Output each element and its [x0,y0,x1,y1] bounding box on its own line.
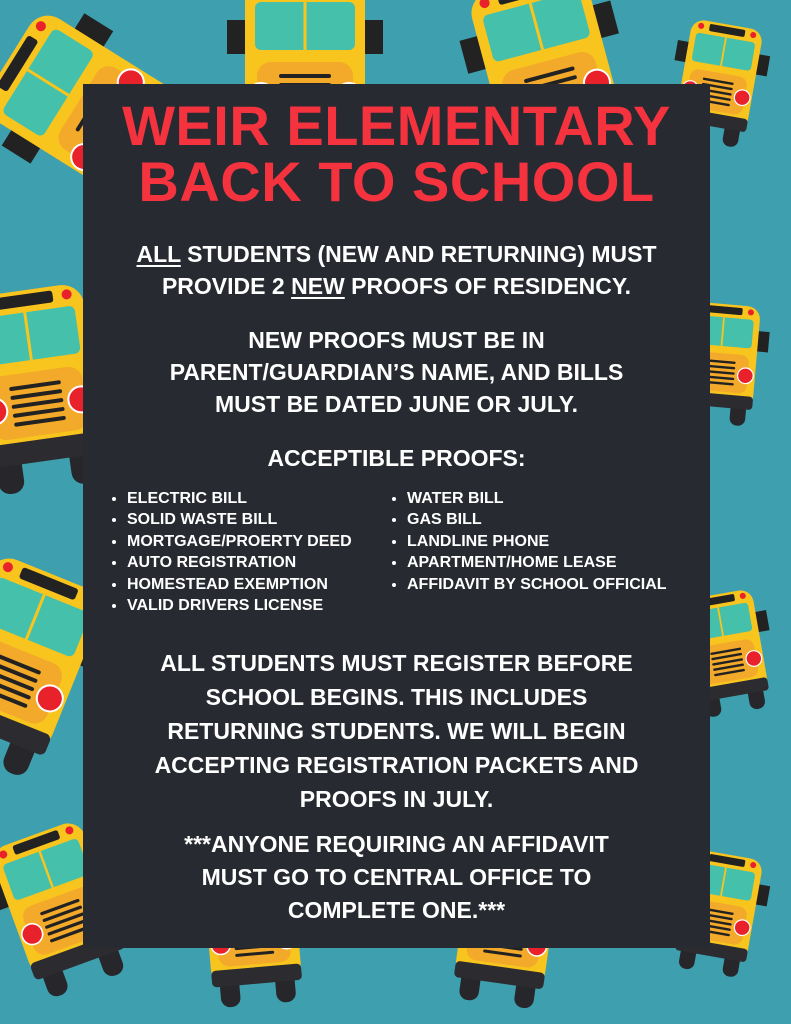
text: COMPLETE ONE.*** [287,897,506,924]
list-item: • ELECTRIC BILL [127,488,387,509]
proofs-list-2 [387,488,667,616]
registration-notice [83,646,710,816]
text: ALL STUDENTS MUST REGISTER BEFORE [160,650,633,677]
list-item: • AUTO REGISTRATION [127,552,387,573]
residency-requirement [83,238,710,302]
list-item: • HOMESTEAD EXEMPTION [127,574,387,595]
proofs-lists [107,488,710,616]
title-line: BACK TO SCHOOL [138,150,655,213]
text: RETURNING STUDENTS. WE WILL BEGIN [167,718,626,745]
list-item: • VALID DRIVERS LICENSE [127,595,387,616]
text: PROVIDE 2 [161,273,292,299]
text: PARENT/GUARDIAN’S NAME, AND BILLS [169,359,624,385]
text: ACCEPTING REGISTRATION PACKETS AND [154,752,639,779]
flyer-panel [83,84,710,948]
proof-requirements [83,324,710,420]
text: SCHOOL BEGINS. THIS INCLUDES [205,684,588,711]
proofs-heading: ACCEPTIBLE PROOFS: [267,445,526,471]
list-item: • LANDLINE PHONE [407,531,667,552]
list-item: • SOLID WASTE BILL [127,509,387,530]
text: NEW PROOFS MUST BE IN [248,327,545,353]
list-item: • AFFIDAVIT BY SCHOOL OFFICIAL [407,574,667,595]
emphasis-new: NEW [291,273,345,299]
text: PROOFS IN JULY. [299,786,494,813]
text: ***ANYONE REQUIRING AN AFFIDAVIT [184,831,609,858]
emphasis-all: ALL [136,241,181,267]
list-item: • GAS BILL [407,509,667,530]
affidavit-notice [83,828,710,927]
text: MUST BE DATED JUNE OR JULY. [215,391,578,417]
text: MUST GO TO CENTRAL OFFICE TO [201,864,592,891]
flyer-title [83,94,710,213]
list-item: • MORTGAGE/PROERTY DEED [127,531,387,552]
text: STUDENTS (NEW AND RETURNING) MUST [180,241,657,267]
title-line: WEIR ELEMENTARY [122,94,671,157]
proofs-list-1 [107,488,387,616]
text: PROOFS OF RESIDENCY. [344,273,632,299]
list-item: • WATER BILL [407,488,667,509]
list-item: • APARTMENT/HOME LEASE [407,552,667,573]
